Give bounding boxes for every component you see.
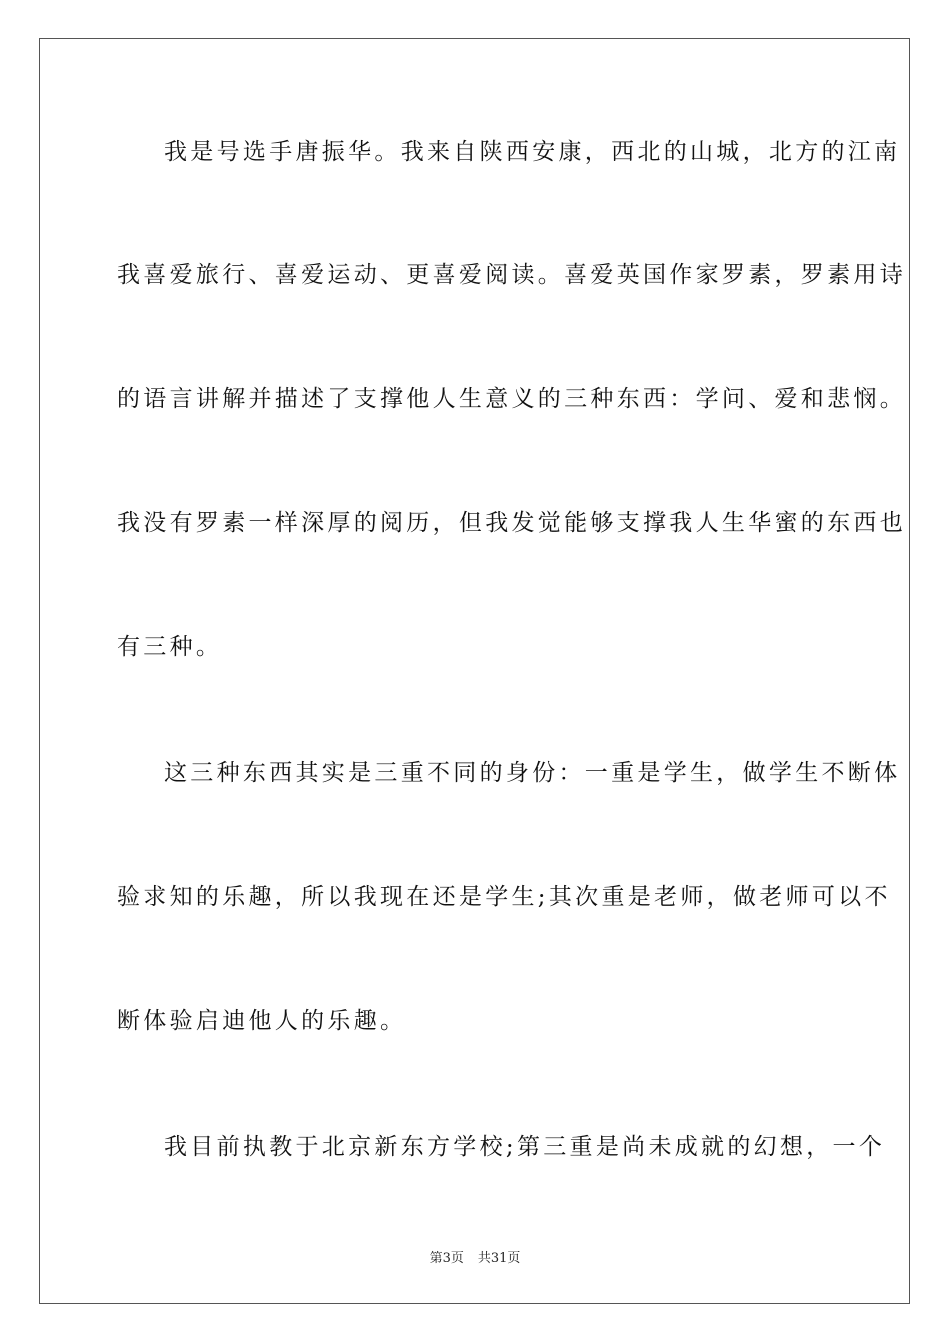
- paragraph-2-line-2: 验求知的乐趣，所以我现在还是学生;其次重是老师，做老师可以不: [117, 884, 891, 910]
- paragraph-1-line-2: 我喜爱旅行、喜爱运动、更喜爱阅读。喜爱英国作家罗素，罗素用诗: [117, 262, 906, 288]
- paragraph-1-line-4: 我没有罗素一样深厚的阅历，但我发觉能够支撑我人生华蜜的东西也: [117, 510, 906, 536]
- paragraph-2-line-1: 这三种东西其实是三重不同的身份：一重是学生，做学生不断体: [164, 760, 901, 786]
- page-footer: [0, 1247, 950, 1266]
- paragraph-2-line-3: 断体验启迪他人的乐趣。: [117, 1008, 407, 1034]
- paragraph-1-line-3: 的语言讲解并描述了支撑他人生意义的三种东西：学问、爱和悲悯。: [117, 386, 906, 412]
- paragraph-1-line-5: 有三种。: [117, 634, 223, 660]
- page-total: 共31页: [477, 1251, 521, 1266]
- paragraph-3-line-1: 我目前执教于北京新东方学校;第三重是尚未成就的幻想，一个: [164, 1134, 886, 1160]
- page-frame: [39, 38, 910, 1304]
- page-number: 第3页: [429, 1251, 464, 1266]
- paragraph-1-line-1: 我是号选手唐振华。我来自陕西安康，西北的山城，北方的江南: [164, 139, 901, 165]
